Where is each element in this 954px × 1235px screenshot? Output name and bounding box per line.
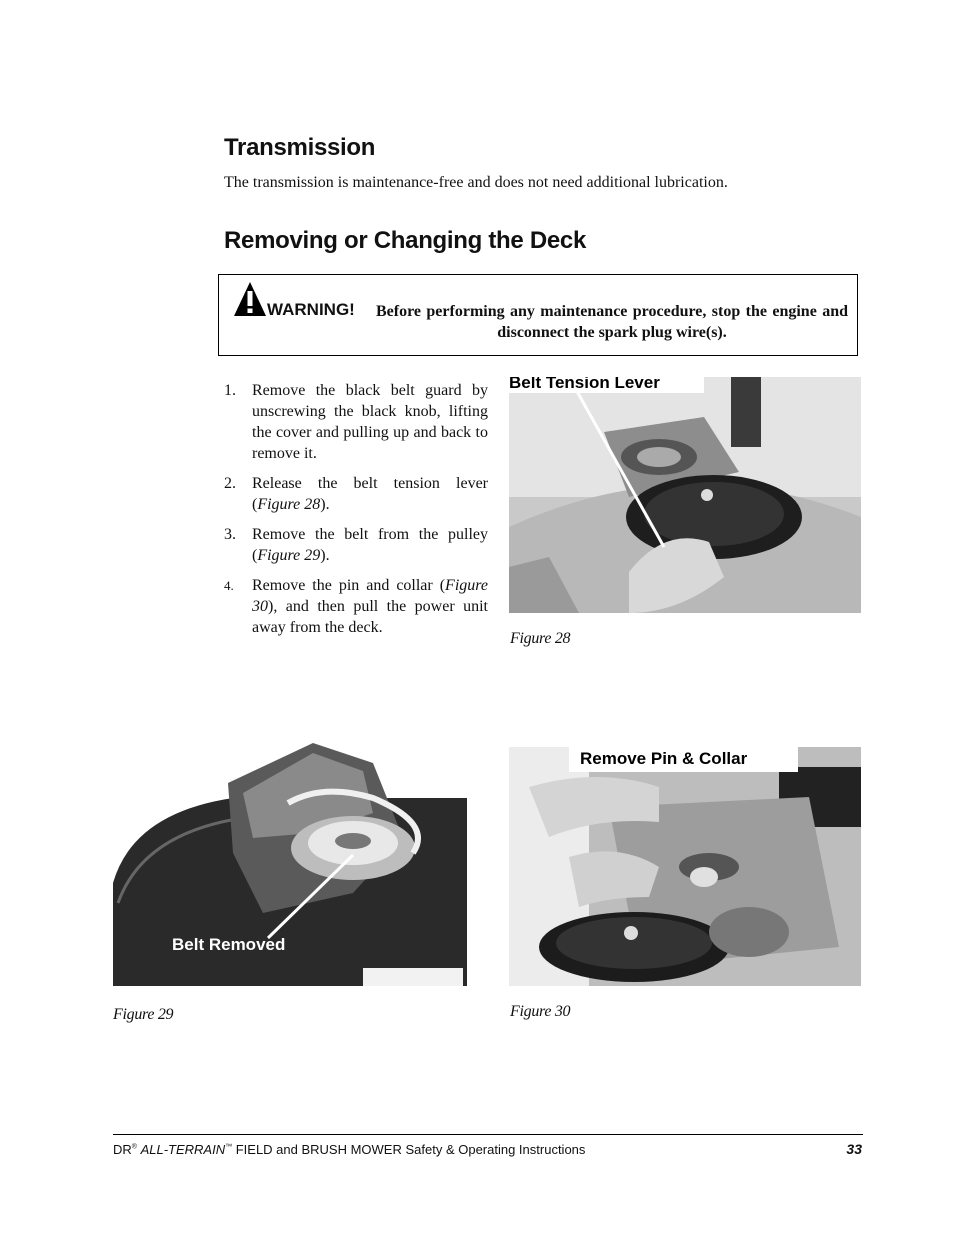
footer-trademark: ™: [225, 1143, 233, 1151]
list-item: [224, 380, 488, 464]
figure-29-caption: Figure 29: [113, 1006, 174, 1023]
step-text: Remove the pin and collar (: [252, 577, 446, 594]
step-text: Remove the black belt guard by unscrewing the black knob, lifting the cover and pulling up and back to remove it.: [252, 382, 488, 462]
figure-28-photo: [509, 377, 861, 613]
step-text: Release the belt tension lever (: [252, 475, 488, 513]
step-number: 3.: [224, 526, 236, 543]
figure-30-caption: Figure 30: [510, 1003, 571, 1020]
footer-divider: [113, 1134, 863, 1135]
figure-30-photo: [509, 747, 861, 986]
step-text: Remove the belt from the pulley (: [252, 526, 488, 564]
list-item: [224, 575, 488, 638]
transmission-paragraph: The transmission is maintenance-free and does not need additional lubrication.: [224, 174, 728, 191]
section-heading-transmission: Transmission: [224, 134, 376, 161]
warning-triangle-icon: [233, 281, 267, 317]
step-number: 1.: [224, 382, 236, 399]
footer-brand: DR: [113, 1142, 132, 1157]
footer-model: ALL-TERRAIN: [140, 1142, 226, 1157]
footer-title: [113, 1142, 585, 1157]
figure-30-label: Remove Pin & Collar: [569, 747, 798, 772]
figure-29-photo: [113, 743, 467, 986]
footer-registered-mark: ®: [131, 1143, 137, 1151]
figure-29-label: Belt Removed: [172, 935, 286, 954]
step-text: ).: [320, 496, 330, 513]
list-item: [224, 524, 488, 566]
warning-box: [218, 274, 858, 356]
figure-reference: Figure 30: [252, 577, 488, 615]
deck-steps-list: [224, 380, 488, 647]
figure-28-caption: Figure 28: [510, 630, 571, 647]
step-text: ), and then pull the power unit away from the deck.: [252, 598, 488, 636]
page-number: 33: [846, 1141, 862, 1157]
section-heading-deck: Removing or Changing the Deck: [224, 227, 587, 254]
figure-28-label: Belt Tension Lever: [509, 377, 704, 393]
footer-text: FIELD and BRUSH MOWER Safety & Operating Instructions: [232, 1142, 586, 1157]
figure-reference: Figure 28: [257, 496, 321, 513]
step-number: 4.: [224, 578, 234, 593]
list-item: [224, 473, 488, 515]
warning-text: Before performing any maintenance procedure, stop the engine and disconnect the spark plug wire(s).: [376, 303, 848, 341]
step-number: 2.: [224, 475, 236, 492]
figure-reference: Figure 29: [257, 547, 321, 564]
step-text: ).: [320, 547, 330, 564]
warning-label: WARNING!: [267, 300, 355, 319]
